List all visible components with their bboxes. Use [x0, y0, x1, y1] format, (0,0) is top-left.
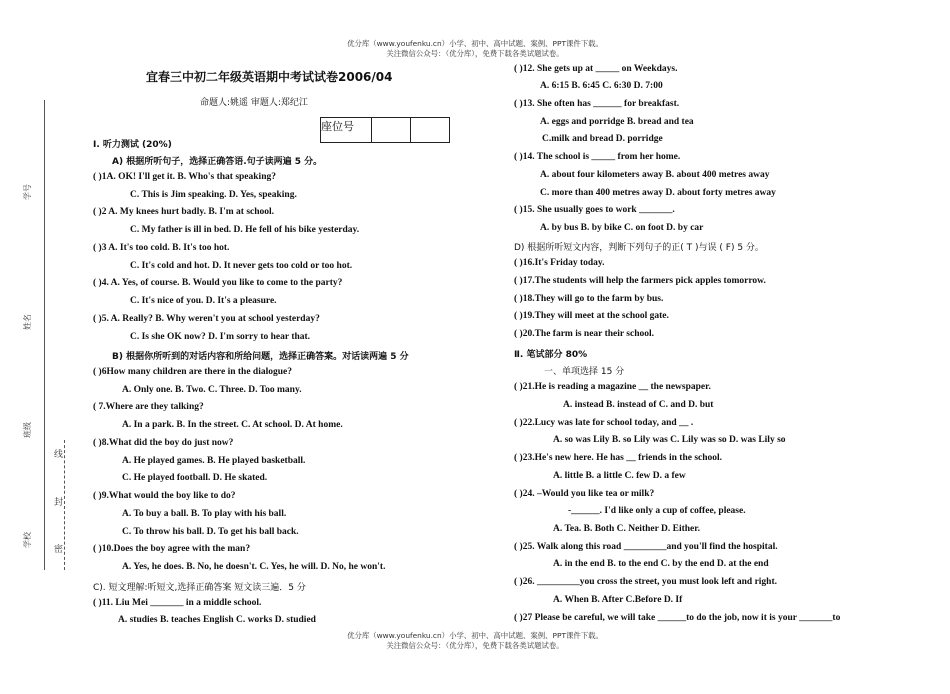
question-8-options-ab: A. He played games. B. He played basketball.	[122, 456, 306, 466]
question-10-options: A. Yes, he does. B. No, he doesn't. C. Yes, he will. D. No, he won't.	[122, 562, 386, 572]
statement-19: ( )19.They will meet at the school gate.	[514, 311, 669, 321]
question-15: ( )15. She usually goes to work _______.	[514, 205, 675, 215]
question-26-options: A. When B. After C.Before D. If	[553, 595, 683, 605]
label-name: 姓名	[23, 314, 32, 330]
part-c-instructions: C). 短文理解:听短文,选择正确答案 短文读三遍．5 分	[93, 583, 306, 593]
footer-note-line1: 优分库（www.youfenku.cn）小学、初中、高中试题、案例、PPT课件下载。	[347, 631, 603, 640]
question-25: ( )25. Walk along this road _________and you'll find the hospital.	[514, 542, 778, 552]
question-21: ( )21.He is reading a magazine __ the newspaper.	[514, 382, 711, 392]
question-10: ( )10.Does the boy agree with the man?	[93, 544, 251, 554]
seat-box-1[interactable]	[372, 118, 411, 143]
question-2: ( )2 A. My knees hurt badly. B. I'm at school.	[93, 207, 275, 217]
question-22: ( )22.Lucy was late for school today, and __ .	[514, 418, 694, 428]
question-1-options-cd: C. This is Jim speaking. D. Yes, speaking.	[130, 190, 297, 200]
question-3: ( )3 A. It's too cold. B. It's too hot.	[93, 243, 230, 253]
part-a-instructions: A) 根据所听句子，选择正确答语.句子读两遍 5 分。	[112, 157, 323, 167]
question-24-reply: -______. I'd like only a cup of coffee, please.	[568, 506, 746, 516]
header-note-line2: 关注微信公众号：（优分库），免费下载各类试题试卷。	[386, 49, 564, 58]
label-school: 学校	[23, 532, 32, 548]
statement-18: ( )18.They will go to the farm by bus.	[514, 294, 664, 304]
statement-16: ( )16.It's Friday today.	[514, 258, 605, 268]
question-12-options: A. 6:15 B. 6:45 C. 6:30 D. 7:00	[540, 81, 663, 91]
question-11-options: A. studies B. teaches English C. works D. studied	[118, 615, 316, 625]
question-12: ( )12. She gets up at _____ on Weekdays.	[514, 64, 678, 74]
seal-char-xian: 线	[54, 450, 64, 460]
seat-label: 座位号	[321, 118, 372, 143]
question-1: ( )1A. OK! I'll get it. B. Who's that speaking?	[93, 172, 276, 182]
question-14: ( )14. The school is _____ from her home.	[514, 152, 681, 162]
question-25-options: A. in the end B. to the end C. by the end D. at the end	[553, 559, 769, 569]
exam-authors: 命题人:姚遥 审题人:郑纪江	[200, 98, 308, 108]
question-11: ( )11. Liu Mei _______ in a middle school.	[93, 598, 262, 608]
question-13: ( )13. She often has ______ for breakfast.	[514, 99, 680, 109]
question-8-options-cd: C. He played football. D. He skated.	[122, 473, 268, 483]
question-7-options: A. In a park. B. In the street. C. At school. D. At home.	[122, 420, 343, 430]
label-student-no: 学号	[23, 184, 32, 200]
seat-number-table	[320, 117, 450, 143]
question-5: ( )5. A. Really? B. Why weren't you at school yesterday?	[93, 314, 320, 324]
header-note-line1: 优分库（www.youfenku.cn）小学、初中、高中试题、案例、PPT课件下载。	[347, 39, 603, 48]
seat-box-2[interactable]	[411, 118, 450, 143]
question-26: ( )26. _________you cross the street, you must look left and right.	[514, 577, 777, 587]
question-9: ( )9.What would the boy like to do?	[93, 491, 236, 501]
question-13-options-ab: A. eggs and porridge B. bread and tea	[540, 117, 694, 127]
part-b-instructions: B) 根据你所听到的对话内容和所给问题，选择正确答案。对话读两遍 5 分	[112, 352, 409, 362]
seal-char-mi: 密	[54, 545, 64, 555]
question-13-options-cd: C.milk and bread D. porridge	[542, 134, 663, 144]
section-1-heading: Ⅰ. 听力测试 (20%)	[93, 140, 172, 150]
seal-char-feng: 封	[54, 498, 64, 508]
question-15-options: A. by bus B. by bike C. on foot D. by car	[540, 223, 704, 233]
footer-note-line2: 关注微信公众号：（优分库），免费下载各类试题试卷。	[386, 641, 564, 650]
question-5-options-cd: C. Is she OK now? D. I'm sorry to hear that.	[130, 332, 311, 342]
question-9-options-ab: A. To buy a ball. B. To play with his ball.	[122, 509, 287, 519]
part-d-instructions: D) 根据所听短文内容，判断下列句子的正( T )与误 ( F) 5 分。	[514, 243, 764, 253]
question-21-options: A. instead B. instead of C. and D. but	[563, 400, 714, 410]
statement-20: ( )20.The farm is near their school.	[514, 329, 655, 339]
question-3-options-cd: C. It's cold and hot. D. It never gets too cold or too hot.	[130, 261, 353, 271]
question-23-options: A. little B. a little C. few D. a few	[553, 471, 686, 481]
binding-margin-line	[44, 100, 45, 570]
question-9-options-cd: C. To throw his ball. D. To get his ball back.	[122, 527, 299, 537]
question-7: ( 7.Where are they talking?	[93, 402, 204, 412]
question-4-options-cd: C. It's nice of you. D. It's a pleasure.	[130, 296, 277, 306]
exam-title: 宜春三中初二年级英语期中考试试卷2006/04	[146, 70, 393, 84]
question-4: ( )4. A. Yes, of course. B. Would you like to come to the party?	[93, 278, 343, 288]
question-27: ( )27 Please be careful, we will take ______to do the job, now it is your _______to	[514, 613, 841, 623]
question-14-options-cd: C. more than 400 metres away D. about forty metres away	[540, 188, 776, 198]
question-14-options-ab: A. about four kilometers away B. about 400 metres away	[540, 170, 770, 180]
question-24-options: A. Tea. B. Both C. Neither D. Either.	[553, 524, 700, 534]
question-6-options: A. Only one. B. Two. C. Three. D. Too many.	[122, 385, 302, 395]
question-22-options: A. so was Lily B. so Lily was C. Lily was so D. was Lily so	[553, 435, 786, 445]
label-class: 班级	[23, 422, 32, 438]
question-24: ( )24. –Would you like tea or milk?	[514, 489, 655, 499]
question-6: ( )6How many children are there in the dialogue?	[93, 367, 292, 377]
question-8: ( )8.What did the boy do just now?	[93, 438, 234, 448]
statement-17: ( )17.The students will help the farmers pick apples tomorrow.	[514, 276, 766, 286]
question-23: ( )23.He's new here. He has __ friends in the school.	[514, 453, 723, 463]
section-2-heading: Ⅱ. 笔试部分 80%	[514, 350, 588, 360]
seal-line	[64, 440, 65, 570]
part-1-heading: 一、单项选择 15 分	[544, 367, 625, 377]
question-2-options-cd: C. My father is ill in bed. D. He fell of his bike yesterday.	[130, 225, 360, 235]
